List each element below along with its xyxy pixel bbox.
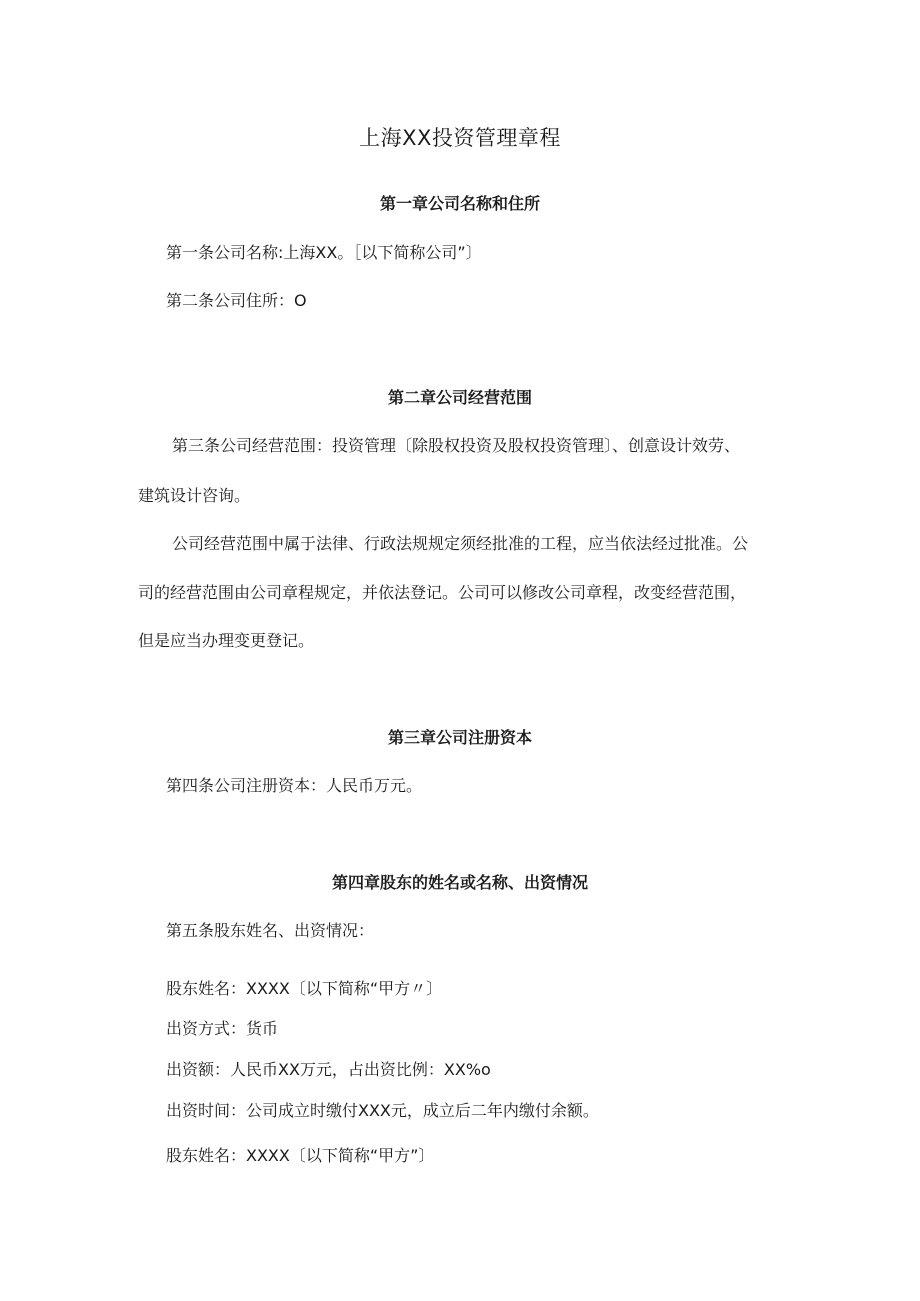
document-title: 上海XX投资管理章程 xyxy=(359,126,561,150)
shareholder-2-name: 股东姓名：XXXX〔以下简称“甲方”〕 xyxy=(166,1146,435,1165)
article-1-company-name: 第一条公司名称:上海XX。［以下简称公司”〕 xyxy=(166,243,482,262)
article-3-line-1: 第三条公司经营范围：投资管理〔除股权投资及股权投资管理〕、创意设计效劳、 xyxy=(172,436,741,455)
scope-paragraph-line-1: 公司经营范围中属于法律、行政法规规定须经批准的工程，应当依法经过批准。公 xyxy=(172,534,749,553)
article-2-company-address: 第二条公司住所：O xyxy=(166,291,307,310)
chapter-1-heading: 第一章公司名称和住所 xyxy=(379,194,540,213)
scope-paragraph-line-3: 但是应当办理变更登记。 xyxy=(138,631,315,650)
chapter-4-heading: 第四章股东的姓名或名称、出资情况 xyxy=(331,873,588,892)
article-4-registered-capital: 第四条公司注册资本：人民币万元。 xyxy=(166,776,423,795)
contribution-amount: 出资额：人民币XX万元，占出资比例：XX%o xyxy=(166,1060,491,1079)
chapter-2-heading: 第二章公司经营范围 xyxy=(387,388,532,407)
article-5-shareholders: 第五条股东姓名、出资情况： xyxy=(166,921,375,940)
shareholder-1-name: 股东姓名：XXXX〔以下简称“甲方〃〕 xyxy=(166,979,443,998)
article-3-line-2: 建筑设计咨询。 xyxy=(138,486,251,505)
chapter-3-heading: 第三章公司注册资本 xyxy=(387,728,532,747)
scope-paragraph-line-2: 司的经营范围由公司章程规定，并依法登记。公司可以修改公司章程，改变经营范围， xyxy=(138,583,747,602)
contribution-method: 出资方式：货币 xyxy=(166,1019,279,1038)
contribution-time: 出资时间：公司成立时缴付XXX元，成立后二年内缴付余额。 xyxy=(166,1101,599,1120)
